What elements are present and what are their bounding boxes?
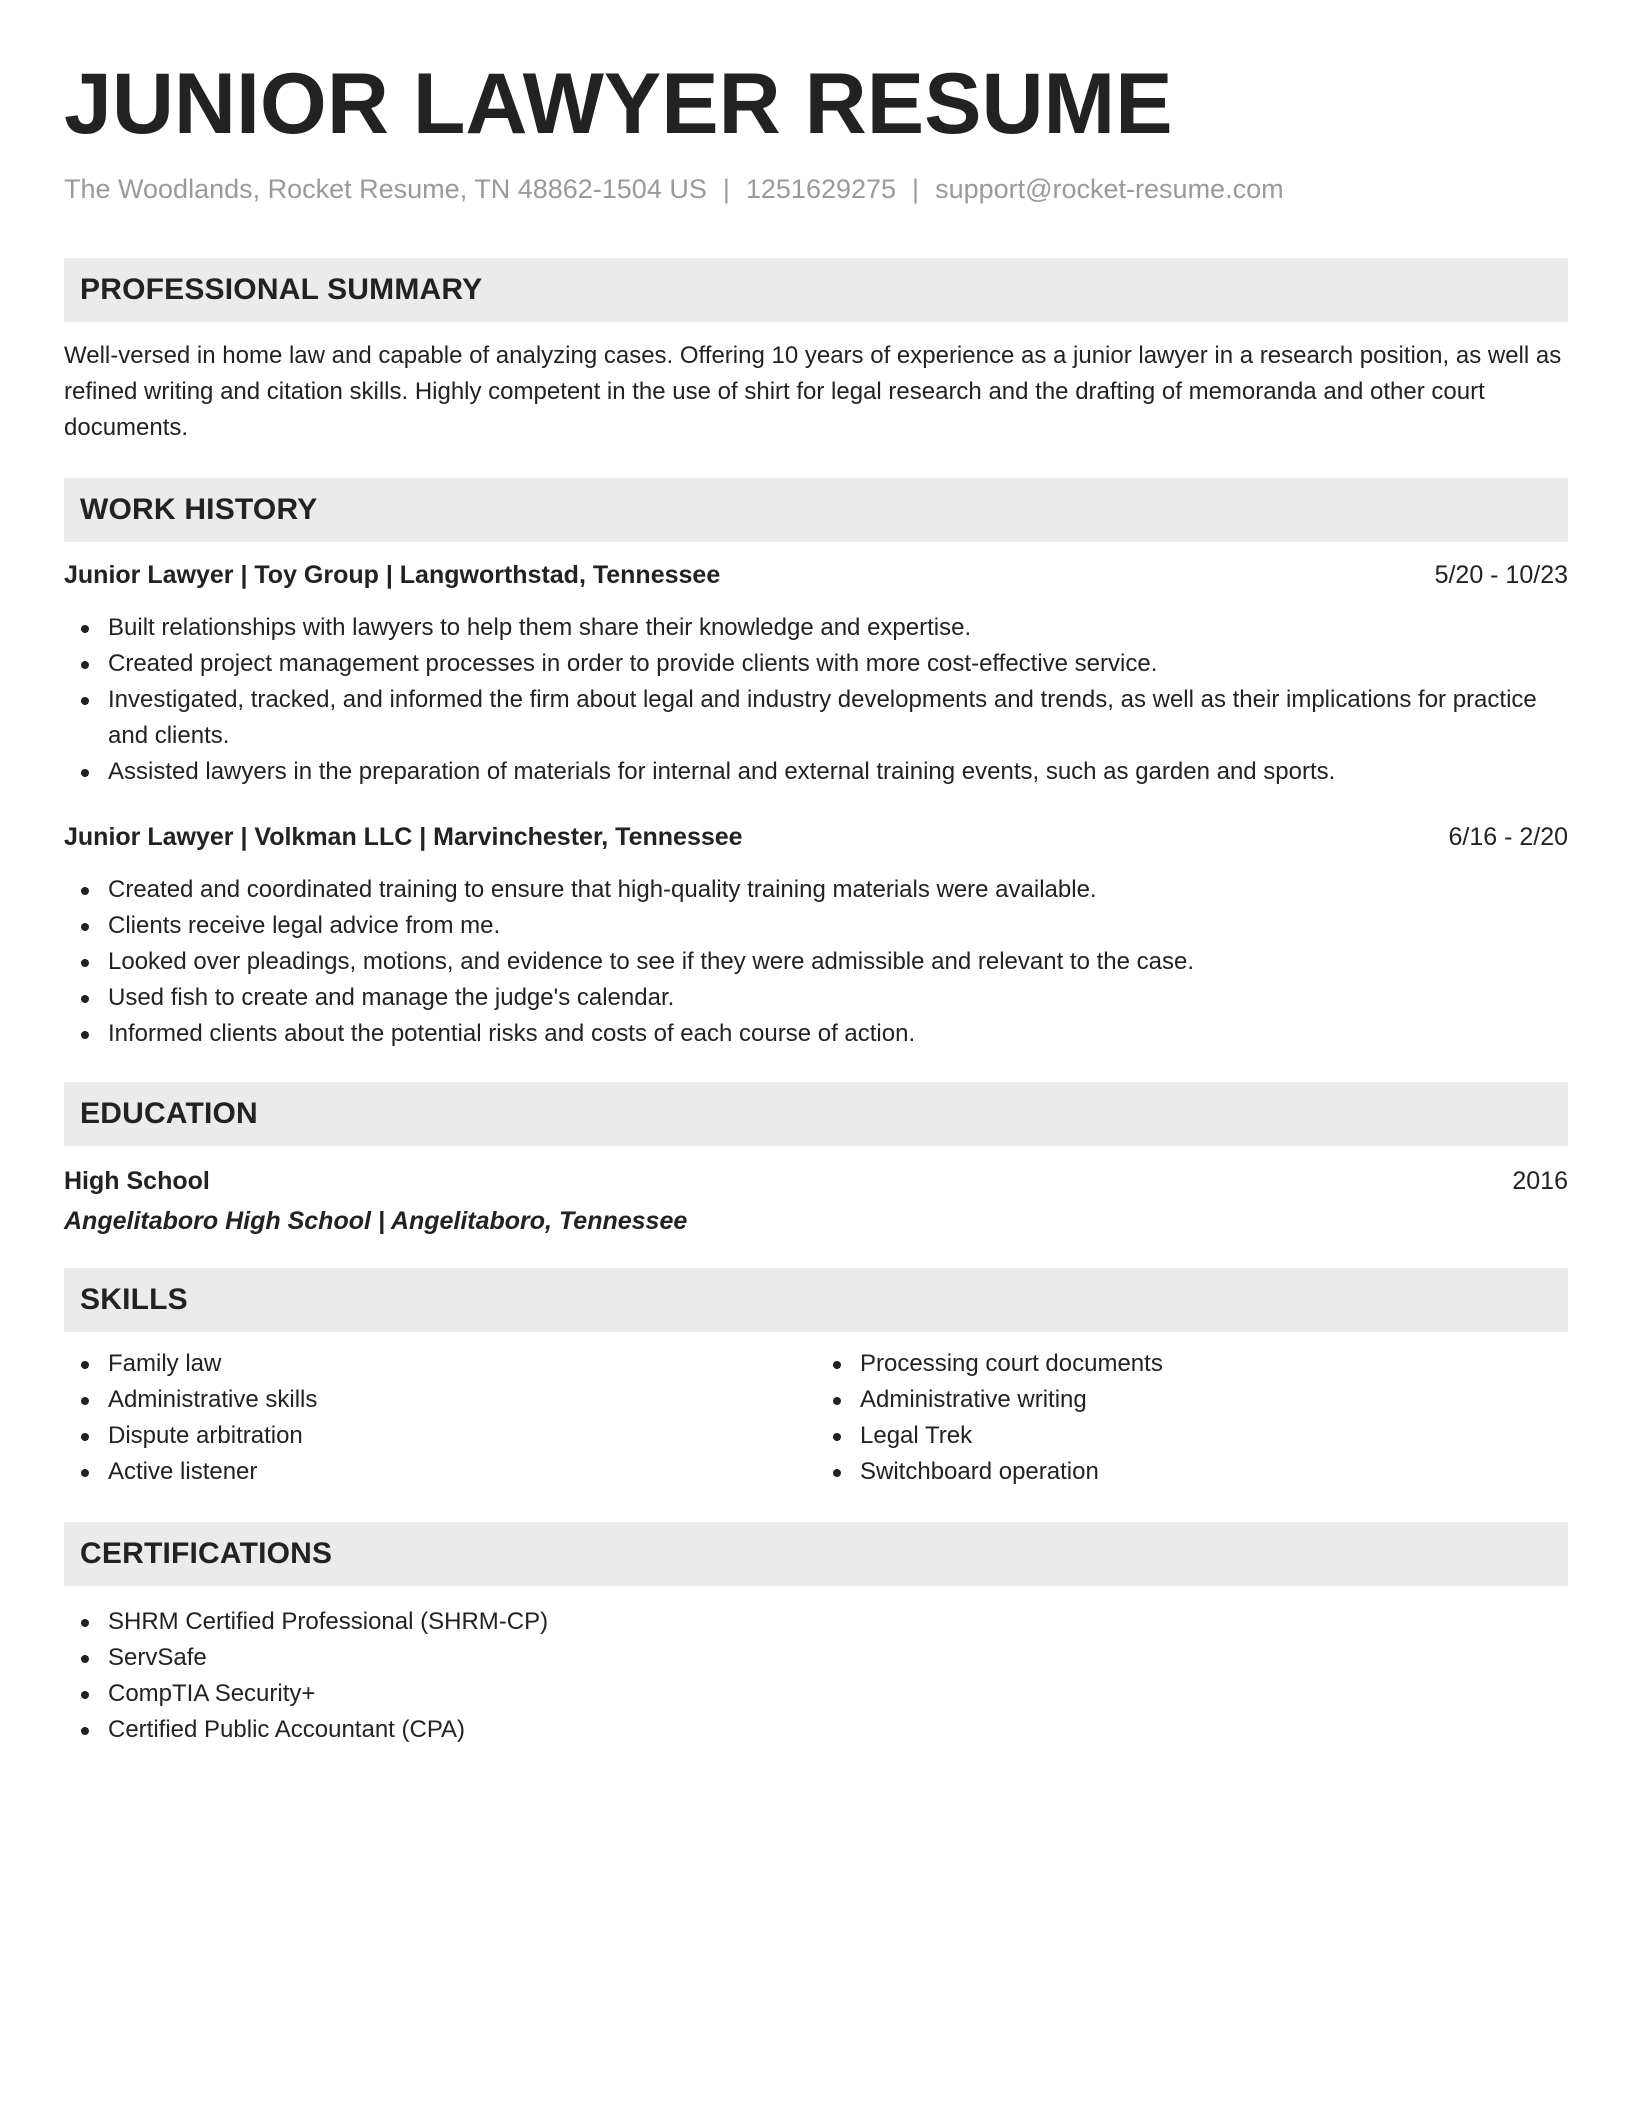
- list-item: Used fish to create and manage the judge's calendar.: [64, 980, 1568, 1016]
- list-item: Clients receive legal advice from me.: [64, 908, 1568, 944]
- contact-email[interactable]: support@rocket-resume.com: [935, 174, 1284, 204]
- list-item: Certified Public Accountant (CPA): [64, 1712, 1568, 1748]
- job-bullet-list: [64, 610, 1568, 790]
- contact-phone: 1251629275: [745, 174, 897, 204]
- education-school: Angelitaboro High School | Angelitaboro, Tennessee: [64, 1207, 688, 1235]
- list-item: Legal Trek: [816, 1418, 1568, 1454]
- skills-column-right: [816, 1346, 1568, 1490]
- section-heading-summary: PROFESSIONAL SUMMARY: [64, 258, 1568, 322]
- summary-text: Well-versed in home law and capable of analyzing cases. Offering 10 years of experience as a junior lawyer in a research position, as well as refined writing and citation skills. Highly competent in the use of shirt for legal research and the drafting of memoranda and other court documents.: [64, 342, 1562, 441]
- contact-line: [64, 172, 1568, 206]
- contact-separator: |: [912, 174, 920, 204]
- job-dates: 6/16 - 2/20: [1448, 823, 1568, 851]
- list-item: Processing court documents: [816, 1346, 1568, 1382]
- list-item: Active listener: [64, 1454, 816, 1490]
- list-item: Created and coordinated training to ensure that high-quality training materials were available.: [64, 872, 1568, 908]
- education-header: [64, 1164, 1568, 1198]
- skills-grid: [64, 1346, 1568, 1490]
- certifications-list: [64, 1604, 1568, 1748]
- list-item: Administrative writing: [816, 1382, 1568, 1418]
- list-item: Switchboard operation: [816, 1454, 1568, 1490]
- skills-list: [64, 1346, 816, 1490]
- job-bullet-list: [64, 872, 1568, 1052]
- list-item: Created project management processes in order to provide clients with more cost-effective service.: [64, 646, 1568, 682]
- skills-list: [816, 1346, 1568, 1490]
- list-item: Dispute arbitration: [64, 1418, 816, 1454]
- job-title: Junior Lawyer | Toy Group | Langworthstad, Tennessee: [64, 561, 721, 589]
- education-degree: High School: [64, 1167, 210, 1195]
- list-item: Administrative skills: [64, 1382, 816, 1418]
- list-item: Informed clients about the potential risks and costs of each course of action.: [64, 1016, 1568, 1052]
- job-dates: 5/20 - 10/23: [1434, 561, 1568, 589]
- section-heading-education: EDUCATION: [64, 1082, 1568, 1146]
- skills-column-left: [64, 1346, 816, 1490]
- list-item: Investigated, tracked, and informed the firm about legal and industry developments and trends, as well as their implications for practice and clients.: [64, 682, 1568, 754]
- resume-title: JUNIOR LAWYER RESUME: [64, 56, 1173, 152]
- job-header: [64, 558, 1568, 592]
- list-item: Assisted lawyers in the preparation of materials for internal and external training events, such as garden and sports.: [64, 754, 1568, 790]
- list-item: ServSafe: [64, 1640, 1568, 1676]
- section-heading-certifications: CERTIFICATIONS: [64, 1522, 1568, 1586]
- job-title: Junior Lawyer | Volkman LLC | Marvinchester, Tennessee: [64, 823, 743, 851]
- section-heading-work-history: WORK HISTORY: [64, 478, 1568, 542]
- list-item: Built relationships with lawyers to help them share their knowledge and expertise.: [64, 610, 1568, 646]
- list-item: CompTIA Security+: [64, 1676, 1568, 1712]
- education-year: 2016: [1512, 1167, 1568, 1195]
- contact-address: The Woodlands, Rocket Resume, TN 48862-1504 US: [64, 174, 707, 204]
- list-item: SHRM Certified Professional (SHRM-CP): [64, 1604, 1568, 1640]
- list-item: Looked over pleadings, motions, and evidence to see if they were admissible and relevant to the case.: [64, 944, 1568, 980]
- job-header: [64, 820, 1568, 854]
- list-item: Family law: [64, 1346, 816, 1382]
- section-heading-skills: SKILLS: [64, 1268, 1568, 1332]
- contact-separator: |: [722, 174, 730, 204]
